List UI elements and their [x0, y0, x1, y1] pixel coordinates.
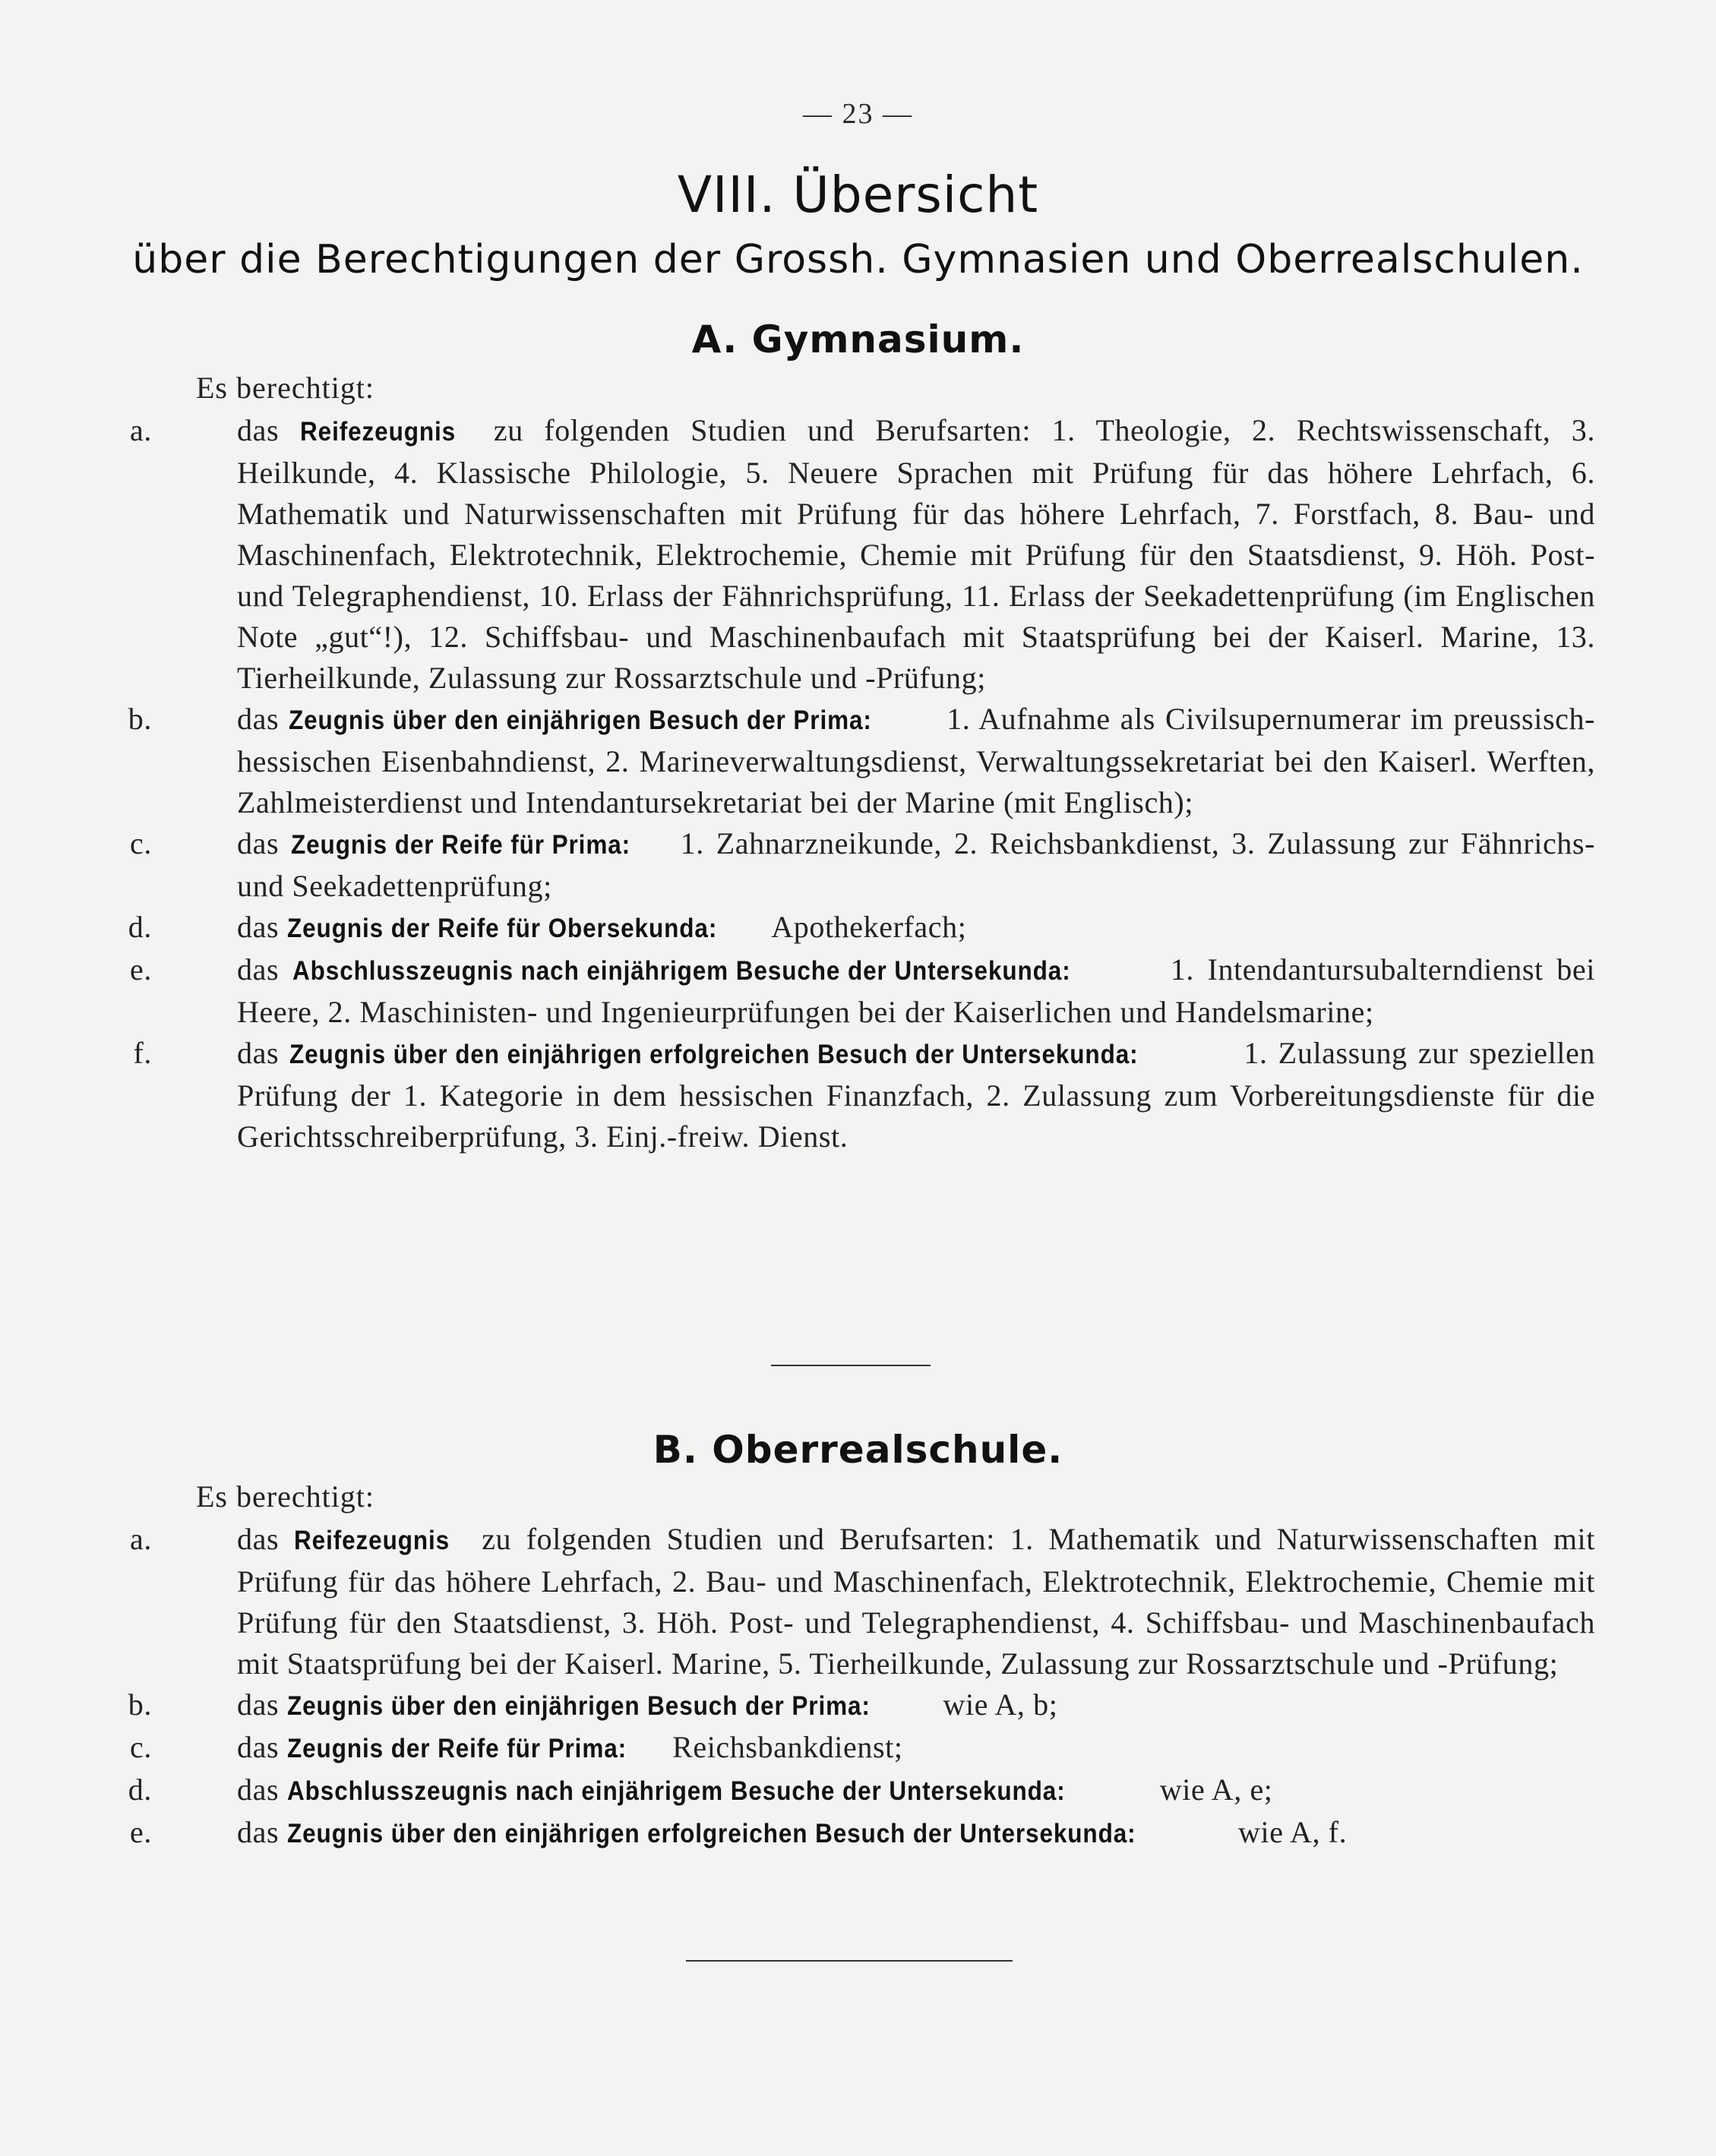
section-a-heading: A. Gymnasium. — [691, 317, 1025, 361]
item-lead: das — [237, 910, 280, 944]
list-item — [106, 823, 1595, 907]
item-term: Reifezeugnis — [299, 417, 456, 447]
item-marker: b. — [128, 1687, 152, 1722]
page-subtitle: über die Berechtigungen der Grossh. Gymnasien und Oberrealschulen. — [132, 237, 1584, 283]
item-text: 1. Intendantursubalterndienst bei Heere, 2. Maschinisten- und Ingenieurprüfungen bei der Kaiserlichen und Handelsmarine; — [237, 952, 1595, 1029]
item-term: Zeugnis der Reife für Prima: — [286, 1734, 627, 1763]
end-divider — [686, 1960, 1013, 1962]
item-marker: b. — [128, 702, 152, 736]
item-term: Abschlusszeugnis nach einjährigem Besuche der Untersekunda: — [286, 1776, 1066, 1806]
item-lead: das — [237, 1730, 280, 1764]
item-marker: c. — [130, 826, 152, 860]
item-term: Zeugnis über den einjährigen Besuch der Prima: — [289, 706, 872, 735]
item-text: 1. Zulassung zur speziellen Prüfung der 1. Kategorie in dem hessischen Finanzfach, 2. Zulassung zum Vorbereitungsdienste für die Gerichtsschreiberprüfung, 3. Einj.-freiw. Dienst. — [237, 1036, 1595, 1154]
list-item — [106, 410, 1595, 699]
item-marker: e. — [130, 952, 152, 986]
item-term: Reifezeugnis — [293, 1526, 450, 1555]
item-lead: das — [237, 1815, 280, 1849]
list-item — [106, 1033, 1595, 1157]
item-lead: das — [237, 1687, 280, 1722]
section-b-intro: Es berechtigt: — [196, 1479, 375, 1514]
section-b-heading: B. Oberrealschule. — [653, 1428, 1063, 1472]
item-lead: das — [237, 952, 280, 986]
item-marker: e. — [130, 1815, 152, 1849]
list-item — [106, 1812, 1595, 1855]
item-marker: a. — [130, 413, 152, 447]
item-lead: das — [237, 1522, 280, 1556]
item-text: 1. Aufnahme als Civilsupernumerar im preussisch-hessischen Eisenbahndienst, 2. Marineverwaltungsdienst, Verwaltungssekretariat bei den Kaiserl. Werften, Zahlmeisterdienst und Intendantursekretariat bei der Marine (mit Englisch); — [237, 702, 1595, 819]
list-item — [106, 907, 1595, 949]
page-title: VIII. Übersicht — [677, 166, 1039, 224]
item-marker: c. — [130, 1730, 152, 1764]
item-lead: das — [237, 702, 280, 736]
item-text: wie A, b; — [943, 1687, 1058, 1722]
list-item — [106, 1519, 1595, 1684]
section-a-list — [106, 410, 1595, 1157]
item-text: wie A, e; — [1159, 1772, 1273, 1807]
section-a-intro: Es berechtigt: — [196, 371, 375, 405]
item-text: wie A, f. — [1238, 1815, 1348, 1849]
item-text: Apothekerfach; — [771, 910, 967, 944]
item-text: Reichsbankdienst; — [672, 1730, 903, 1764]
item-marker: d. — [128, 910, 152, 944]
item-term: Zeugnis über den einjährigen erfolgreichen Besuch der Untersekunda: — [289, 1040, 1139, 1069]
item-text: 1. Zahnarzneikunde, 2. Reichsbankdienst, 3. Zulassung zur Fähnrichs- und Seekadettenprüfung; — [237, 826, 1595, 903]
list-item — [106, 1684, 1595, 1727]
item-term: Zeugnis der Reife für Obersekunda: — [286, 914, 717, 943]
item-lead: das — [237, 826, 280, 860]
list-item — [106, 1769, 1595, 1812]
item-term: Abschlusszeugnis nach einjährigem Besuche der Untersekunda: — [292, 956, 1071, 986]
item-lead: das — [237, 1036, 280, 1070]
list-item — [106, 1727, 1595, 1769]
list-item — [106, 699, 1595, 823]
item-text: zu folgenden Studien und Berufsarten: 1. Mathematik und Naturwissenschaften mit Prüfung für das höhere Lehrfach, 2. Bau- und Maschinenfach, Elektrotechnik, Elektrochemie, Chemie mit Prüfung für den Staatsdienst, 3. Höh. Post- und Telegraphendienst, 4. Schiffsbau- und Maschinenbaufach mit Staatsprüfung bei der Kaiserl. Marine, 5. Tierheilkunde, Zulassung zur Rossarztschule und -Prüfung; — [237, 1522, 1595, 1681]
item-lead: das — [237, 413, 280, 447]
list-item — [106, 949, 1595, 1033]
item-marker: a. — [130, 1522, 152, 1556]
item-term: Zeugnis über den einjährigen Besuch der Prima: — [286, 1691, 871, 1721]
item-lead: das — [237, 1772, 280, 1807]
item-marker: f. — [133, 1036, 152, 1070]
section-b-list — [106, 1519, 1595, 1855]
section-divider — [771, 1365, 931, 1366]
item-text: zu folgenden Studien und Berufsarten: 1. Theologie, 2. Rechtswissenschaft, 3. Heilkunde, 4. Klassische Philologie, 5. Neuere Sprachen mit Prüfung für das höhere Lehrfach, 6. Mathematik und Naturwissenschaften mit Prüfung für das höhere Lehrfach, 7. Forstfach, 8. Bau- und Maschinenfach, Elektrotechnik, Elektrochemie, Chemie mit Prüfung für den Staatsdienst, 9. Höh. Post- und Telegraphendienst, 10. Erlass der Fähnrichsprüfung, 11. Erlass der Seekadettenprüfung (im Englischen Note „gut“!), 12. Schiffsbau- und Maschinenbaufach mit Staatsprüfung bei der Kaiserl. Marine, 13. Tierheilkunde, Zulassung zur Rossarztschule und -Prüfung; — [237, 413, 1596, 695]
page-number: — 23 — — [803, 98, 913, 130]
item-marker: d. — [128, 1772, 152, 1807]
item-term: Zeugnis über den einjährigen erfolgreichen Besuch der Untersekunda: — [286, 1819, 1136, 1848]
item-term: Zeugnis der Reife für Prima: — [291, 830, 631, 860]
